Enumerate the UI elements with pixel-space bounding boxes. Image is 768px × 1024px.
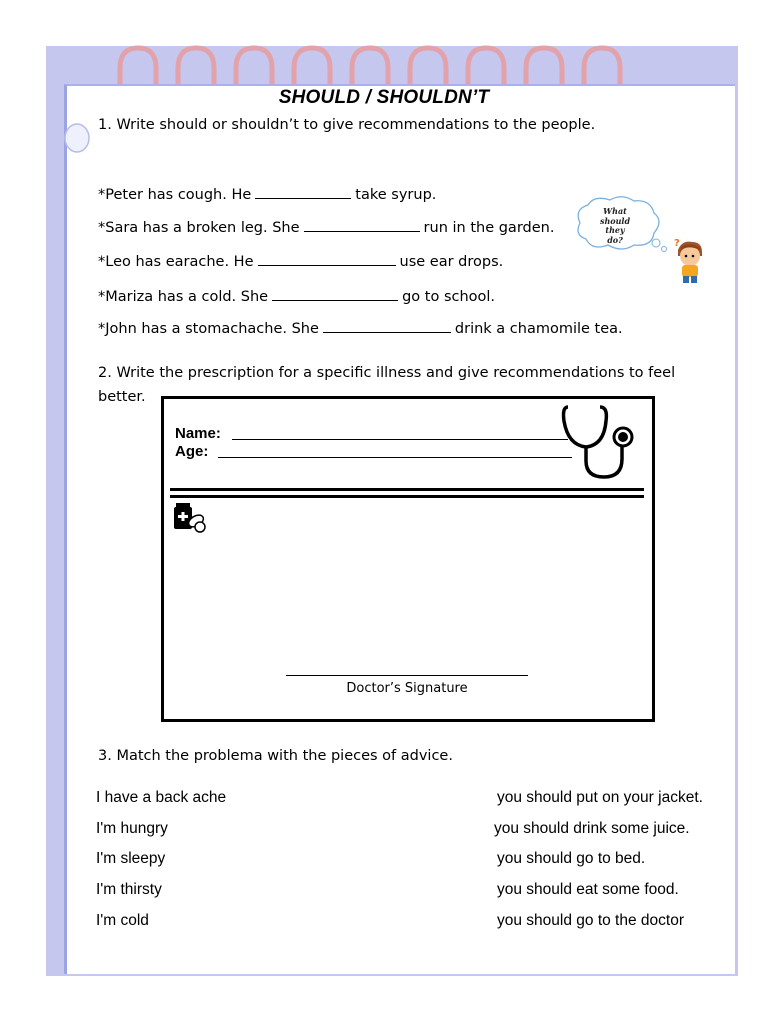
item-text: *John has a stomachache. She bbox=[98, 321, 319, 337]
bubble-line: do? bbox=[607, 234, 623, 245]
age-label: Age: bbox=[175, 443, 209, 460]
exercise1-item bbox=[98, 217, 554, 236]
answer-blank[interactable] bbox=[323, 318, 451, 333]
problem-item[interactable]: I'm thirsty bbox=[96, 881, 162, 898]
exercise1-item bbox=[98, 286, 495, 305]
prescription-form bbox=[161, 396, 655, 722]
advice-item[interactable]: you should eat some food. bbox=[497, 881, 679, 898]
bubble-line: What bbox=[603, 206, 627, 216]
answer-blank[interactable] bbox=[258, 251, 396, 266]
divider-line bbox=[170, 495, 644, 498]
exercise1-item bbox=[98, 251, 503, 270]
advice-item[interactable]: you should go to the doctor bbox=[497, 912, 684, 929]
item-text: go to school. bbox=[402, 289, 496, 305]
exercise3-instruction: 3. Match the problema with the pieces of advice. bbox=[98, 748, 453, 764]
item-text: take syrup. bbox=[355, 187, 437, 203]
divider-line bbox=[170, 488, 644, 491]
item-text: *Sara has a broken leg. She bbox=[98, 220, 300, 236]
item-text: *Peter has cough. He bbox=[98, 187, 252, 203]
worksheet-title: SHOULD / SHOULDN’T bbox=[278, 87, 490, 108]
name-input-line[interactable] bbox=[232, 439, 568, 440]
paper-curl-icon bbox=[62, 118, 92, 158]
answer-blank[interactable] bbox=[272, 286, 398, 301]
problem-item[interactable]: I'm hungry bbox=[96, 820, 168, 837]
name-label: Name: bbox=[175, 425, 221, 442]
exercise1-item bbox=[98, 184, 436, 203]
problem-item[interactable]: I'm sleepy bbox=[96, 850, 166, 867]
advice-item[interactable]: you should put on your jacket. bbox=[497, 789, 703, 806]
exercise1-instruction: 1. Write should or shouldn’t to give recommendations to the people. bbox=[98, 117, 596, 133]
thought-bubble-text bbox=[590, 207, 640, 245]
advice-item[interactable]: you should go to bed. bbox=[497, 850, 646, 867]
exercise2-instruction-cont: better. bbox=[98, 389, 146, 405]
answer-blank[interactable] bbox=[255, 184, 351, 199]
age-input-line[interactable] bbox=[218, 457, 572, 458]
item-text: *Mariza has a cold. She bbox=[98, 289, 269, 305]
item-text: *Leo has earache. He bbox=[98, 254, 254, 270]
exercise1-item bbox=[98, 318, 623, 337]
item-text: use ear drops. bbox=[399, 254, 504, 270]
thinking-boy-icon bbox=[672, 236, 706, 284]
advice-item[interactable]: you should drink some juice. bbox=[494, 820, 690, 837]
item-text: run in the garden. bbox=[423, 220, 555, 236]
medicine-pills-icon bbox=[172, 503, 208, 533]
answer-blank[interactable] bbox=[304, 217, 420, 232]
exercise2-instruction: 2. Write the prescription for a specific illness and give recommendations to feel bbox=[98, 365, 676, 381]
problem-item[interactable]: I'm cold bbox=[96, 912, 149, 929]
item-text: drink a chamomile tea. bbox=[454, 321, 623, 337]
signature-label: Doctor’s Signature bbox=[346, 681, 468, 696]
signature-line[interactable] bbox=[286, 675, 528, 676]
bubble-line: should they bbox=[599, 215, 631, 235]
stethoscope-icon bbox=[560, 401, 640, 483]
svg-text:?: ? bbox=[674, 238, 680, 249]
problem-item[interactable]: I have a back ache bbox=[96, 789, 227, 806]
